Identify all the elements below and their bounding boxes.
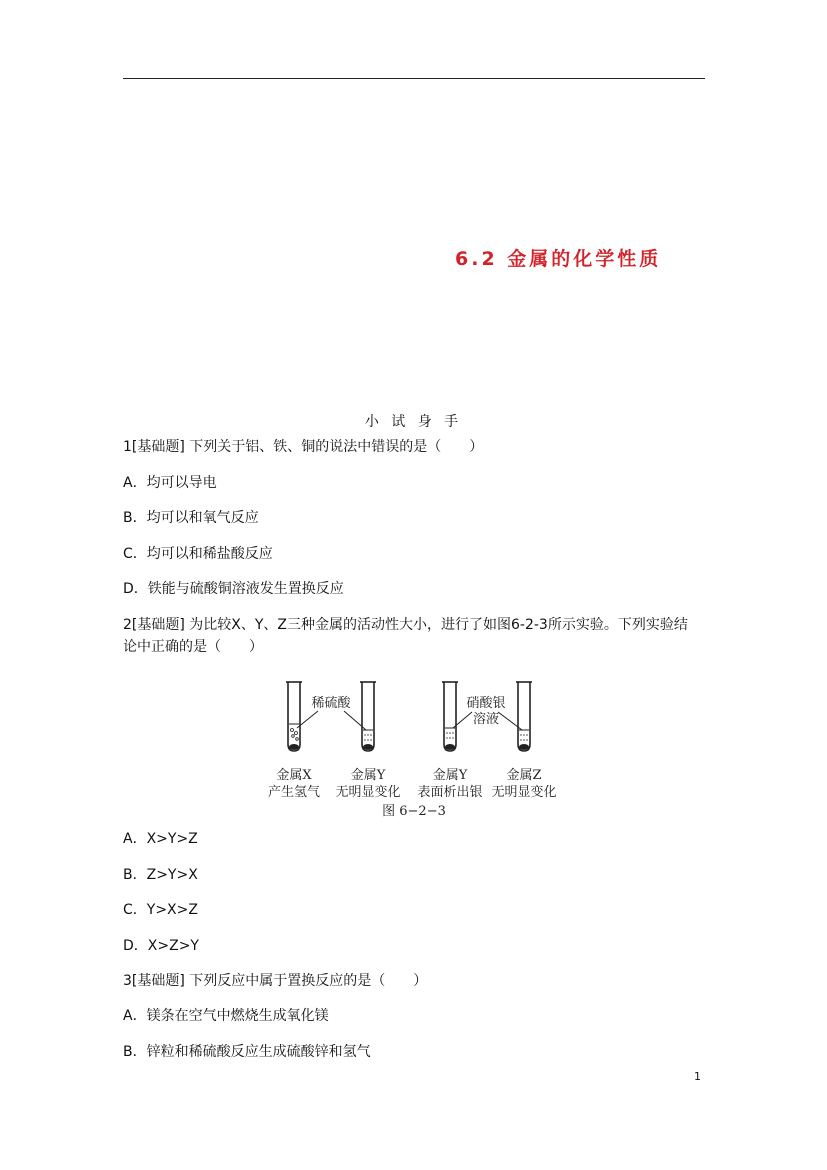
- question-2-option-c: C．Y>X>Z: [123, 902, 198, 918]
- question-3-option-a: A．镁条在空气中燃烧生成氧化镁: [123, 1008, 329, 1024]
- page-number: 1: [694, 1070, 701, 1083]
- label-silver-nitrate-line2: 溶液: [472, 712, 500, 727]
- tube-2-result: 无明显变化: [335, 785, 401, 800]
- test-tube-1: [286, 682, 302, 751]
- test-tubes-diagram: [258, 678, 570, 822]
- question-1-stem: 1[基础题] 下列关于铝、铁、铜的说法中错误的是（ ）: [123, 439, 484, 455]
- test-tube-2: [360, 682, 376, 751]
- tube-3-result: 表面析出银: [417, 785, 483, 800]
- section-title: 小 试 身 手: [364, 414, 463, 430]
- question-2-stem-line1: 2[基础题] 为比较X、Y、Z三种金属的活动性大小，进行了如图6-2-3所示实验。下列实验结: [123, 617, 688, 633]
- page-title: 6.2 金属的化学性质: [455, 248, 662, 270]
- header-rule: [123, 78, 705, 79]
- tube-1-result: 产生氢气: [267, 785, 321, 800]
- question-1-option-a: A．均可以导电: [123, 475, 217, 491]
- experiment-figure: [258, 678, 570, 822]
- tube-3-metal: 金属Y: [432, 768, 468, 783]
- tube-2-metal: 金属Y: [350, 768, 386, 783]
- test-tube-3: [442, 682, 458, 751]
- question-1-option-c: C．均可以和稀盐酸反应: [123, 546, 273, 562]
- question-2-option-b: B．Z>Y>X: [123, 867, 198, 883]
- figure-caption: 图 6−2−3: [382, 804, 446, 819]
- test-tube-4: [516, 682, 532, 751]
- label-silver-nitrate-line1: 硝酸银: [466, 696, 506, 711]
- question-2-option-d: D．X>Z>Y: [123, 938, 199, 954]
- question-1-option-b: B．均可以和氧气反应: [123, 510, 259, 526]
- tube-1-metal: 金属X: [276, 768, 312, 783]
- question-3-option-b: B．锌粒和稀硫酸反应生成硫酸锌和氢气: [123, 1044, 371, 1060]
- question-3-stem: 3[基础题] 下列反应中属于置换反应的是（ ）: [123, 973, 428, 989]
- question-2-option-a: A．X>Y>Z: [123, 831, 198, 847]
- tube-4-result: 无明显变化: [491, 785, 557, 800]
- question-1-option-d: D．铁能与硫酸铜溶液发生置换反应: [123, 581, 344, 597]
- question-2-stem-line2: 论中正确的是（ ）: [123, 639, 263, 655]
- tube-4-metal: 金属Z: [506, 768, 542, 783]
- label-dilute-sulfuric-acid: 稀硫酸: [311, 696, 351, 711]
